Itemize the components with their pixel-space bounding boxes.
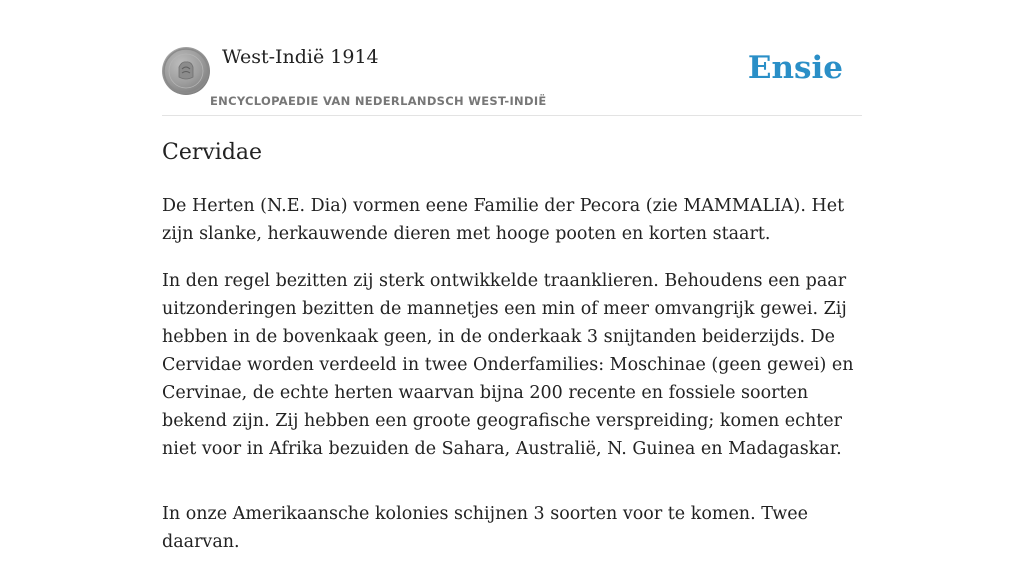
article-title: Cervidae xyxy=(162,140,263,165)
header-divider xyxy=(162,115,862,116)
article-paragraph: De Herten (N.E. Dia) vormen eene Familie der Pecora (zie MAMMALIA). Het zijn slanke, herkauwende dieren met hooge pooten en korten staart. xyxy=(162,196,845,244)
brand-logo-link[interactable]: Ensie xyxy=(747,50,843,86)
article-body xyxy=(162,192,862,575)
source-header xyxy=(162,44,862,116)
source-title[interactable]: West-Indië 1914 xyxy=(222,46,379,68)
coin-seal-icon xyxy=(162,47,210,95)
article-paragraph: In den regel bezitten zij sterk ontwikkelde traanklieren. Behoudens een paar uitzonderingen bezitten de mannetjes een min of meer omvangrijk gewei. Zij hebben in de bovenkaak geen, in de onderkaak 3 snijtanden beiderzijds. De Cervidae worden verdeeld in twee Onderfamilies: Moschinae (geen gewei) en Cervinae, de echte herten waarvan bijna 200 recente en fossiele soorten bekend zijn. Zij hebben een groote geografische verspreiding; komen echter niet voor in Afrika bezuiden de Sahara, Australië, N. Guinea en Madagaskar. xyxy=(162,271,854,459)
source-subtitle: ENCYCLOPAEDIE VAN NEDERLANDSCH WEST-INDIË xyxy=(210,94,547,108)
article-paragraph: In onze Amerikaansche kolonies schijnen 3 soorten voor te komen. Twee daarvan. xyxy=(162,504,808,552)
source-avatar[interactable] xyxy=(162,47,210,95)
